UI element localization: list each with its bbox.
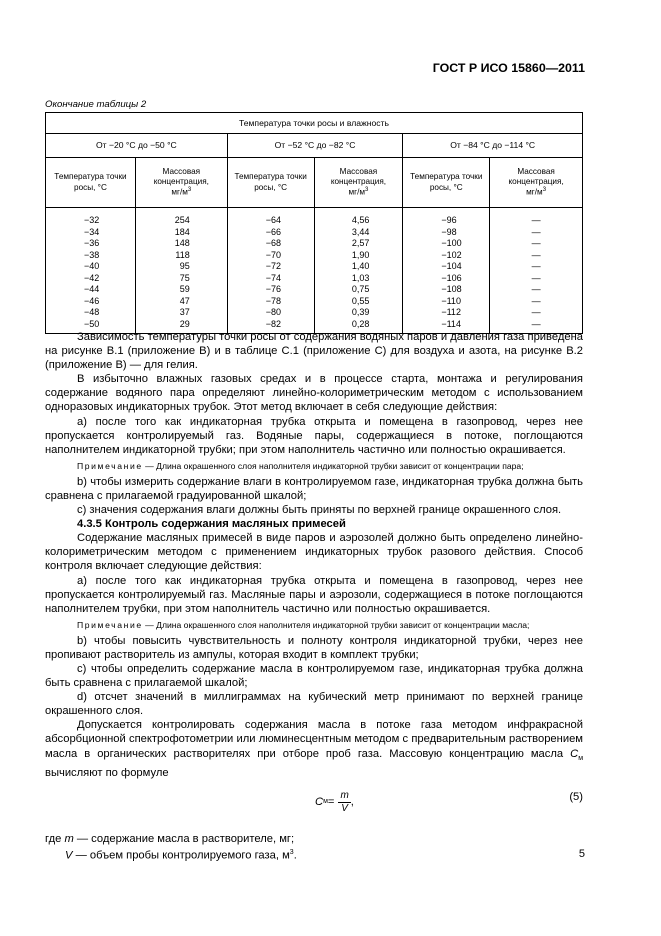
col-header-mass: Массовая концентрация, $мг/м^3$ [490,158,583,208]
column-mass-1 [135,208,227,334]
paragraph: Допускается контролировать содержания масла в потоке газа методом инфракрасной абсорбционной спектрофотометрии или люминесцентным методом с предварительным растворением масла в органических растворителях при отборе проб газа. Массовую концентрацию масла $С_м$ вычисляют по формуле [45,719,583,779]
range-header-1: От −20 °С до −50 °С [46,134,228,158]
table-cell: −96 [441,215,457,225]
table-cell: −72 [265,261,281,272]
table-title: Температура точки росы и влажность [46,113,583,134]
table-cell: −34 [84,226,100,237]
col-header-temp: Температура точки росы, °С [46,158,136,208]
table-cell: — [531,272,541,283]
table-cell: 1,90 [351,249,370,260]
table-cell: −74 [265,272,281,283]
paragraph: В избыточно влажных газовых средах и в процессе старта, монтажа и регулирования содержание водяного пара определяют линейно-колориметрическим методом с использованием одноразовых индикаторных трубок. Этот метод включает в себя следующие действия: [45,373,583,414]
table-cell: — [531,307,541,318]
dew-point-table [45,112,583,334]
fraction: $\frac{m}{V}$ [340,789,349,814]
list-item-a: а) после того как индикаторная трубка открыта и помещена в газопровод, через нее пропускается контролируемый газ. Водяные пары, содержащиеся в потоке, поглощаются наполнителем индикаторной трубки; при этом наполнитель частично или полностью окрашивается. [45,415,583,456]
table-cell: −32 [84,215,100,225]
col-header-temp: Температура точки росы, °С [403,158,490,208]
table-cell: −70 [265,249,281,260]
table-cell: −36 [84,238,100,249]
table-cell: −44 [84,284,100,295]
note: Примечание — Длина окрашенного слоя наполнителя индикаторной трубки зависит от концентрации масла; [77,619,530,630]
table-cell: −38 [84,249,100,260]
table-cell: — [531,238,541,249]
table-cell: −78 [265,295,281,306]
table-cell: −112 [441,307,461,318]
table-cell: — [531,284,541,295]
table-cell: −50 [84,318,100,329]
table-cell: — [531,249,541,260]
range-header-2: От −52 °С до −82 °С [227,134,403,158]
formula-number: (5) [569,790,583,803]
table-cell: −66 [265,226,281,237]
table-cell: −76 [265,284,281,295]
list-item-b: b) чтобы измерить содержание влаги в контролируемом газе, индикаторная трубка должна быть сравнена с прилагаемой градуированной шкалой; [45,475,583,502]
table-cell: 47 [179,295,190,306]
table-cell: 118 [175,249,190,260]
note: Примечание — Длина окрашенного слоя наполнителя индикаторной трубки зависит от концентрации пара; [77,460,524,471]
table-cell: −46 [84,295,100,306]
table-cell: 1,03 [351,272,370,283]
formula-legend: где m — содержание масла в растворителе, мг; [45,832,295,845]
table-cell: −114 [441,318,461,329]
table-cell: −80 [265,307,281,318]
table-cell: −100 [441,238,462,249]
table-cell: 0,28 [351,318,370,329]
table-cell: 4,56 [351,215,370,225]
table-cell: −40 [84,261,100,272]
table-cell: −42 [84,272,100,283]
table-cell: 184 [174,226,190,237]
col-header-mass: Массовая концентрация, $мг/м^3$ [314,158,403,208]
table-cell: — [531,261,541,272]
list-item-d: d) отсчет значений в миллиграммах на кубический метр принимают по верхней границе окрашенного слоя. [45,691,583,718]
column-temps-2 [227,208,314,334]
table-cell: 75 [179,272,190,283]
table-cell: −102 [441,249,462,260]
column-mass-3 [490,208,583,334]
table-cell: 59 [179,284,190,295]
column-mass-2 [314,208,403,334]
table-cell: −64 [265,215,281,225]
table-caption: Окончание таблицы 2 [45,99,147,110]
table-cell: — [531,215,541,225]
list-item-a: а) после того как индикаторная трубка открыта и помещена в газопровод, через нее пропускается контролируемый газ. Масляные пары и аэрозоли, содержащиеся в потоке поглощаются наполнителем трубки, при этом наполнитель частично или полностью окрашивается. [45,574,583,615]
col-header-mass: Массовая концентрация, $мг/м^3$ [135,158,227,208]
table-cell: −68 [265,238,281,249]
document-header: ГОСТ Р ИСО 15860—2011 [432,61,585,75]
paragraph: Содержание масляных примесей в виде паров и аэрозолей должно быть определено линейно-колориметрическим методом с применением индикаторных трубок разового действия. Способ контроля включает следующие действия: [45,532,583,573]
table-cell: 0,55 [351,295,370,306]
table-cell: 29 [179,318,190,329]
column-temps-1 [46,208,136,334]
table-cell: −82 [265,318,281,329]
formula-legend: V — объем пробы контролируемого газа, $м^3$. [65,849,297,862]
table-cell: — [531,226,541,237]
table-cell: 37 [179,307,190,318]
col-header-temp: Температура точки росы, °С [227,158,314,208]
table-cell: 148 [174,238,190,249]
table-cell: 254 [174,215,190,225]
section-heading: 4.3.5 Контроль содержания масляных примесей [77,518,346,531]
range-header-3: От −84 °С до −114 °С [403,134,583,158]
table-cell: 2,57 [351,238,370,249]
table-cell: −48 [84,307,100,318]
list-item-b: b) чтобы повысить чувствительность и полноту контроля индикаторной трубки, через нее пропивают растворитель из ампулы, которая входит в комплект трубки; [45,634,583,661]
table-cell: −104 [441,261,462,272]
body-text [45,330,583,863]
table-cell: −98 [441,226,457,237]
table-cell: — [531,295,541,306]
list-item-c: с) чтобы определить содержание масла в контролируемом газе, индикаторная трубка должна быть сравнена с прилагаемой шкалой; [45,662,583,690]
table-cell: — [531,318,541,329]
column-temps-3 [403,208,490,334]
table-cell: 1,40 [351,261,370,272]
formula: С м = $\frac{m}{V}$ , (5) [315,789,583,814]
table-cell: 95 [179,261,190,272]
table-cell: 3,44 [351,226,370,237]
page-number: 5 [578,848,585,860]
table-cell: 0,39 [351,307,370,318]
table-cell: −106 [441,272,462,283]
list-item-c: с) значения содержания влаги должны быть приняты по верхней границе окрашенного слоя. [77,504,562,517]
table-cell: −110 [441,295,461,306]
paragraph: Зависимость температуры точки росы от содержания водяных паров и давления газа приведена на рисунке В.1 (приложение В) и в таблице С.1 (приложение С) для воздуха и азота, на рисунке В.2 (приложение В) — для гелия. [45,331,583,372]
table-cell: 0,75 [351,284,370,295]
table-cell: −108 [441,284,462,295]
